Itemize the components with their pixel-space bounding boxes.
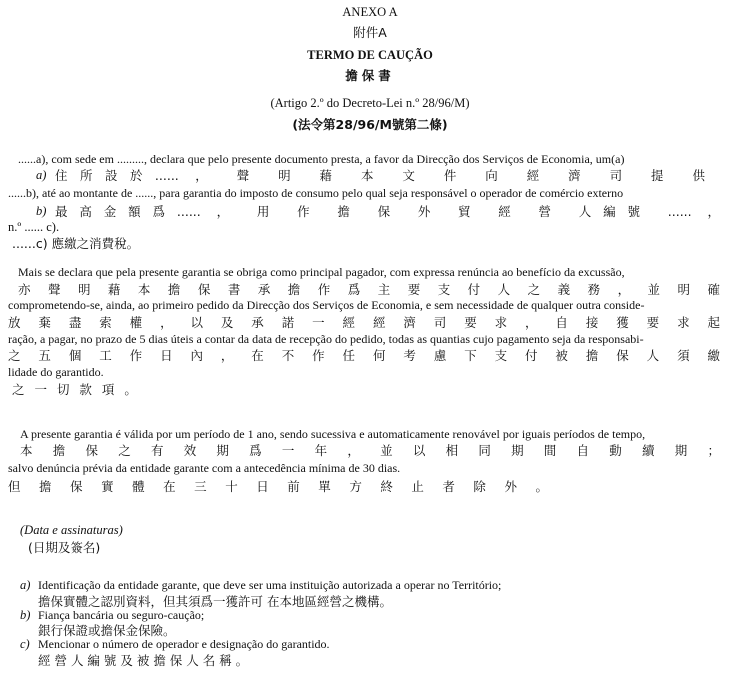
para2-line3-zh: 之 五 個 工 作 日 內 ， 在 不 作 任 何 考 慮 下 支 付 被 擔 保 人 須 繳	[8, 348, 720, 363]
signature-label-zh: (日期及簽名)	[28, 540, 101, 555]
para2-line4-pt: lidade do garantido.	[8, 365, 104, 379]
note-c-marker: c)	[20, 637, 30, 651]
para1-line1-marker: a)	[36, 168, 47, 182]
para3-line2-zh: 但 擔 保 實 體 在 三 十 日 前 單 方 終 止 者 除 外 。	[8, 479, 548, 494]
para3-line2-pt: salvo denúncia prévia da entidade garante com a antecedência mínima de 30 dias.	[8, 461, 401, 475]
legal-reference-zh: (法令第28/96/M號第二條)	[292, 117, 448, 132]
note-b-zh: 銀行保證或擔保金保險。	[38, 623, 176, 638]
note-a-pt: Identificação da entidade garante, que deve ser uma instituição autorizada a operar no Território;	[38, 578, 502, 592]
note-b-pt: Fiança bancária ou seguro-caução;	[38, 608, 205, 622]
para1-line1-zh: 住所設於...... ， 聲 明 藉 本 文 件 向 經 濟 司 提 供	[55, 168, 705, 183]
signature-label-pt: (Data e assinaturas)	[20, 523, 123, 537]
note-c-zh: 經 營 人 編 號 及 被 擔 保 人 名 稱 。	[38, 653, 249, 668]
note-c-pt: Mencionar o número de operador e designação do garantido.	[38, 637, 330, 651]
note-a-zh: 擔保實體之認別資料，但其須爲一獲許可 在本地區經營之機構。	[38, 594, 392, 609]
para1-line2-marker: b)	[36, 204, 47, 218]
para2-line1-zh: 亦 聲 明 藉 本 擔 保 書 承 擔 作 爲 主 要 支 付 人 之 義 務 ， 並 明 確	[18, 282, 720, 297]
para2-line4-zh: 之 一 切 款 項 。	[12, 382, 137, 397]
para3-line1-pt: A presente garantia é válida por um período de 1 ano, sendo sucessiva e automaticamente renovável por iguais períodos de tempo,	[20, 427, 646, 441]
para2-line2-pt: comprometendo-se, ainda, ao primeiro pedido da Direcção dos Serviços de Economia, e sem necessidade de qualquer outra conside-	[8, 298, 645, 312]
para2-line1-pt: Mais se declara que pela presente garantia se obriga como principal pagador, com expressa renúncia ao benefício da excussão,	[18, 265, 625, 279]
document-title-pt: TERMO DE CAUÇÃO	[307, 48, 433, 62]
para3-line1-zh: 本 擔 保 之 有 效 期 爲 一 年 ， 並 以 相 同 期 間 自 動 續 期 ；	[20, 443, 720, 458]
annex-title-pt: ANEXO A	[342, 5, 398, 19]
note-a-marker: a)	[20, 578, 31, 592]
para1-line1-pt: ......a), com sede em ........., declara que pelo presente documento presta, a favor da Direcção dos Serviços de Economia, um(a)	[18, 152, 625, 166]
para1-line4-zh: ......c) 應繳之消費稅。	[12, 236, 140, 251]
para1-line2-pt: ......b), até ao montante de ......, para garantia do imposto de consumo pelo qual seja responsável o operador de comércio externo	[8, 186, 624, 200]
para1-line3-pt: n.º ...... c).	[8, 220, 60, 234]
note-b-marker: b)	[20, 608, 31, 622]
para2-line3-pt: ração, a pagar, no prazo de 5 dias úteis a contar da data de recepção do pedido, todas as quantias cujo pagamento seja da responsabi-	[8, 332, 644, 346]
legal-reference-pt: (Artigo 2.º do Decreto-Lei n.º 28/96/M)	[270, 96, 470, 110]
para2-line2-zh: 放 棄 盡 索 權 ， 以 及 承 諾 一 經 經 濟 司 要 求 ， 自 接 獲 要 求 起	[8, 315, 720, 330]
document-title-zh: 擔保書	[345, 68, 395, 83]
para1-line2-zh: 最高金額爲...... ， 用 作 擔 保 外 貿 經 營 人編號 ...... ，	[55, 204, 720, 219]
annex-title-zh: 附件A	[353, 25, 387, 40]
